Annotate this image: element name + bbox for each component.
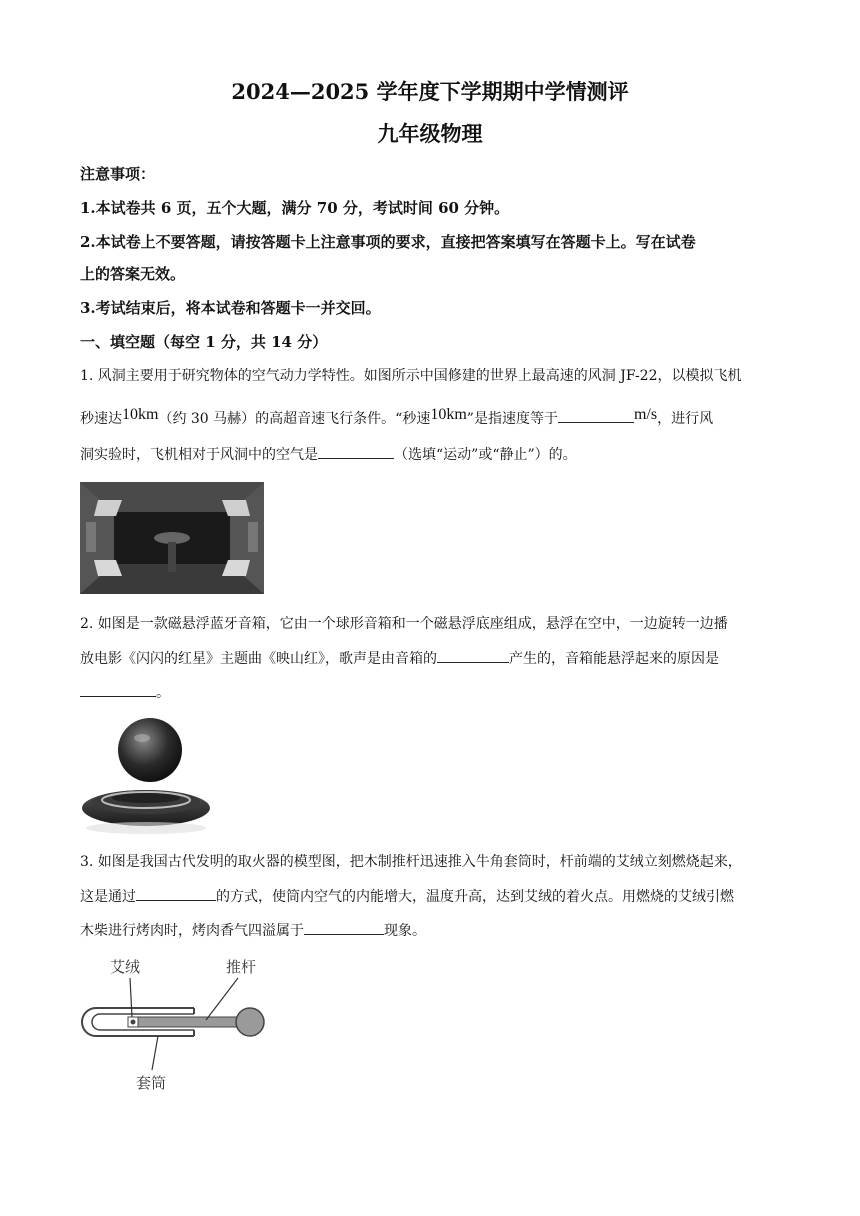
q1-text-3a: 洞实验时，飞机相对于风洞中的空气是 (80, 447, 318, 463)
notice-item-3: 3.考试结束后，将本试卷和答题卡一并交回。 (80, 299, 381, 317)
label-rod: 推杆 (226, 958, 257, 976)
q2-line1: 2. 如图是一款磁悬浮蓝牙音箱，它由一个球形音箱和一个磁悬浮底座组成，悬浮在空中，一边旋转一边播 (80, 616, 728, 632)
q3-line2 (80, 886, 780, 907)
q3-blank-method[interactable] (136, 886, 216, 901)
label-sleeve: 套筒 (136, 1074, 167, 1092)
q2-text-end: 。 (156, 685, 170, 701)
q2-blank-reason[interactable] (80, 682, 156, 697)
exam-subject: 九年级物理 (377, 121, 483, 146)
q1-text-c: （约 30 马赫）的高超音速飞行条件。“秒速 (158, 411, 431, 427)
notice-item-2: 2.本试卷上不要答题，请按答题卡上注意事项的要求，直接把答案填写在答题卡上。写在试卷 (80, 233, 696, 251)
q1-line1: 1. 风洞主要用于研究物体的空气动力学特性。如图所示中国修建的世界上最高速的风洞 JF-22，以模拟飞机 (80, 368, 742, 384)
q3-line1: 3. 如图是我国古代发明的取火器的模型图，把木制推杆迅速推入牛角套筒时，杆前端的艾绒立刻燃烧起来， (80, 854, 742, 870)
q3-text-b: 的方式，使筒内空气的内能增大，温度升高，达到艾绒的着火点。用燃烧的艾绒引燃 (216, 889, 734, 905)
q3-text-3a: 木柴进行烤肉时，烤肉香气四溢属于 (80, 923, 304, 939)
wind-tunnel-photo (80, 482, 264, 594)
notice-item-2-cont: 上的答案无效。 (80, 265, 186, 283)
q1-text-a: 秒速达 (80, 411, 122, 427)
q2-line2 (80, 648, 780, 669)
q1-text-e: ”是指速度等于 (466, 411, 558, 427)
label-moxa: 艾绒 (110, 958, 141, 976)
q1-unit: m/s (633, 406, 658, 423)
q1-value-10km-2: 10km (430, 406, 467, 423)
levitating-speaker-photo (80, 708, 220, 838)
q2-blank-source[interactable] (437, 648, 509, 663)
q2-line3 (80, 682, 780, 703)
q3-blank-phenomenon[interactable] (304, 920, 384, 935)
q1-value-10km: 10km (122, 406, 159, 423)
q3-line3 (80, 920, 780, 941)
q1-blank-speed[interactable] (558, 408, 634, 423)
q3-text-a: 这是通过 (80, 889, 136, 905)
q1-text-3b: （选填“运动”或“静止”）的。 (394, 447, 577, 463)
q1-line3 (80, 444, 780, 465)
q2-text-a: 放电影《闪闪的红星》主题曲《映山红》，歌声是由音箱的 (80, 651, 437, 667)
notice-heading: 注意事项： (80, 165, 156, 183)
q1-blank-motion[interactable] (318, 444, 394, 459)
q3-text-3b: 现象。 (384, 923, 426, 939)
notice-item-1: 1.本试卷共 6 页，五个大题，满分 70 分，考试时间 60 分钟。 (80, 199, 510, 217)
exam-title: 2024—2025 学年度下学期期中学情测评 (231, 79, 629, 104)
q2-text-b: 产生的，音箱能悬浮起来的原因是 (509, 651, 719, 667)
q1-text-g: ，进行风 (657, 411, 714, 427)
q1-line2 (80, 408, 780, 429)
section1-heading: 一、填空题（每空 1 分，共 14 分） (80, 333, 328, 351)
fire-piston-diagram (78, 950, 268, 1100)
